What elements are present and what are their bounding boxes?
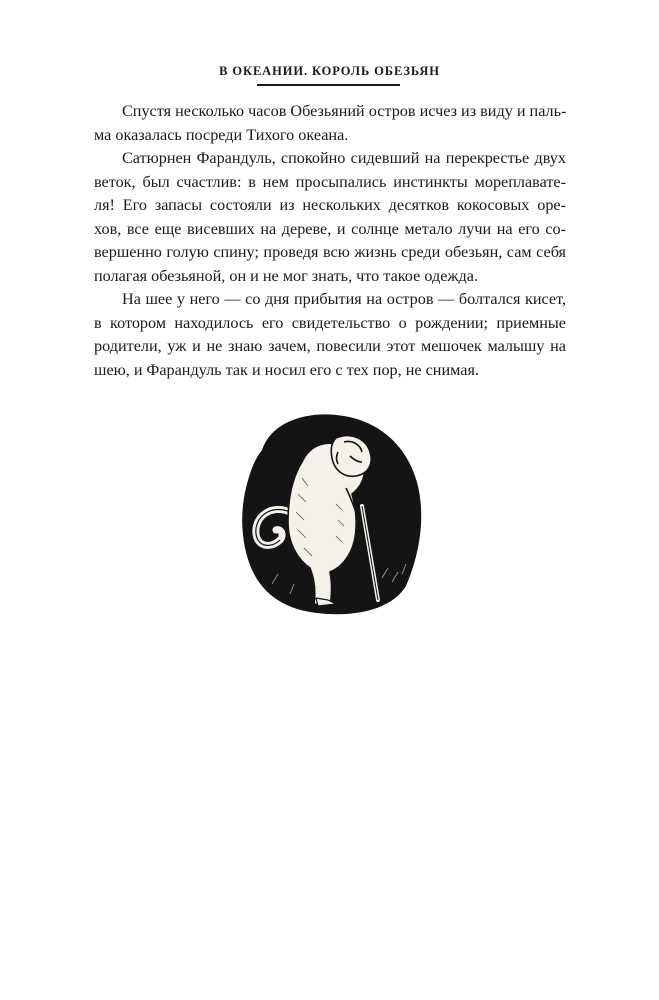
text-line: в котором находилось его свидетельство о рождении; приемные [94,313,566,332]
monkey-illustration [232,408,428,618]
text-line: ма оказалась посреди Тихого океана. [94,125,349,144]
text-line: Сатюрнен Фарандуль, спокойно сидевший на перекрестье двух [122,149,566,167]
header-rule [257,84,400,86]
text-line: хов, все еще висевших на дереве, и солнце метало лучи на его со- [94,219,566,238]
text-line: вершенно голую спину; проведя всю жизнь среди обезьян, сам себя [94,243,566,261]
running-head: В ОКЕАНИИ. КОРОЛЬ ОБЕЗЬЯН [219,64,440,78]
text-line: веток, был счастлив: в нем просыпались инстинкты мореплавате- [94,172,566,191]
body-text [94,100,566,382]
text-line: родители, уж и не знаю зачем, повесили этот мешочек малышу на [94,337,566,355]
text-line: Спустя несколько часов Обезьяний остров исчез из виду и паль- [122,102,567,120]
text-line: шею, и Фарандуль так и носил его с тех пор, не снимая. [94,360,479,379]
text-line: ля! Его запасы состояли из нескольких десятков кокосовых оре- [94,196,566,214]
text-line: На шее у него — со дня прибытия на остров — болтался кисет, [122,290,566,308]
text-line: полагая обезьяной, он и не мог знать, что такое одежда. [94,266,479,285]
